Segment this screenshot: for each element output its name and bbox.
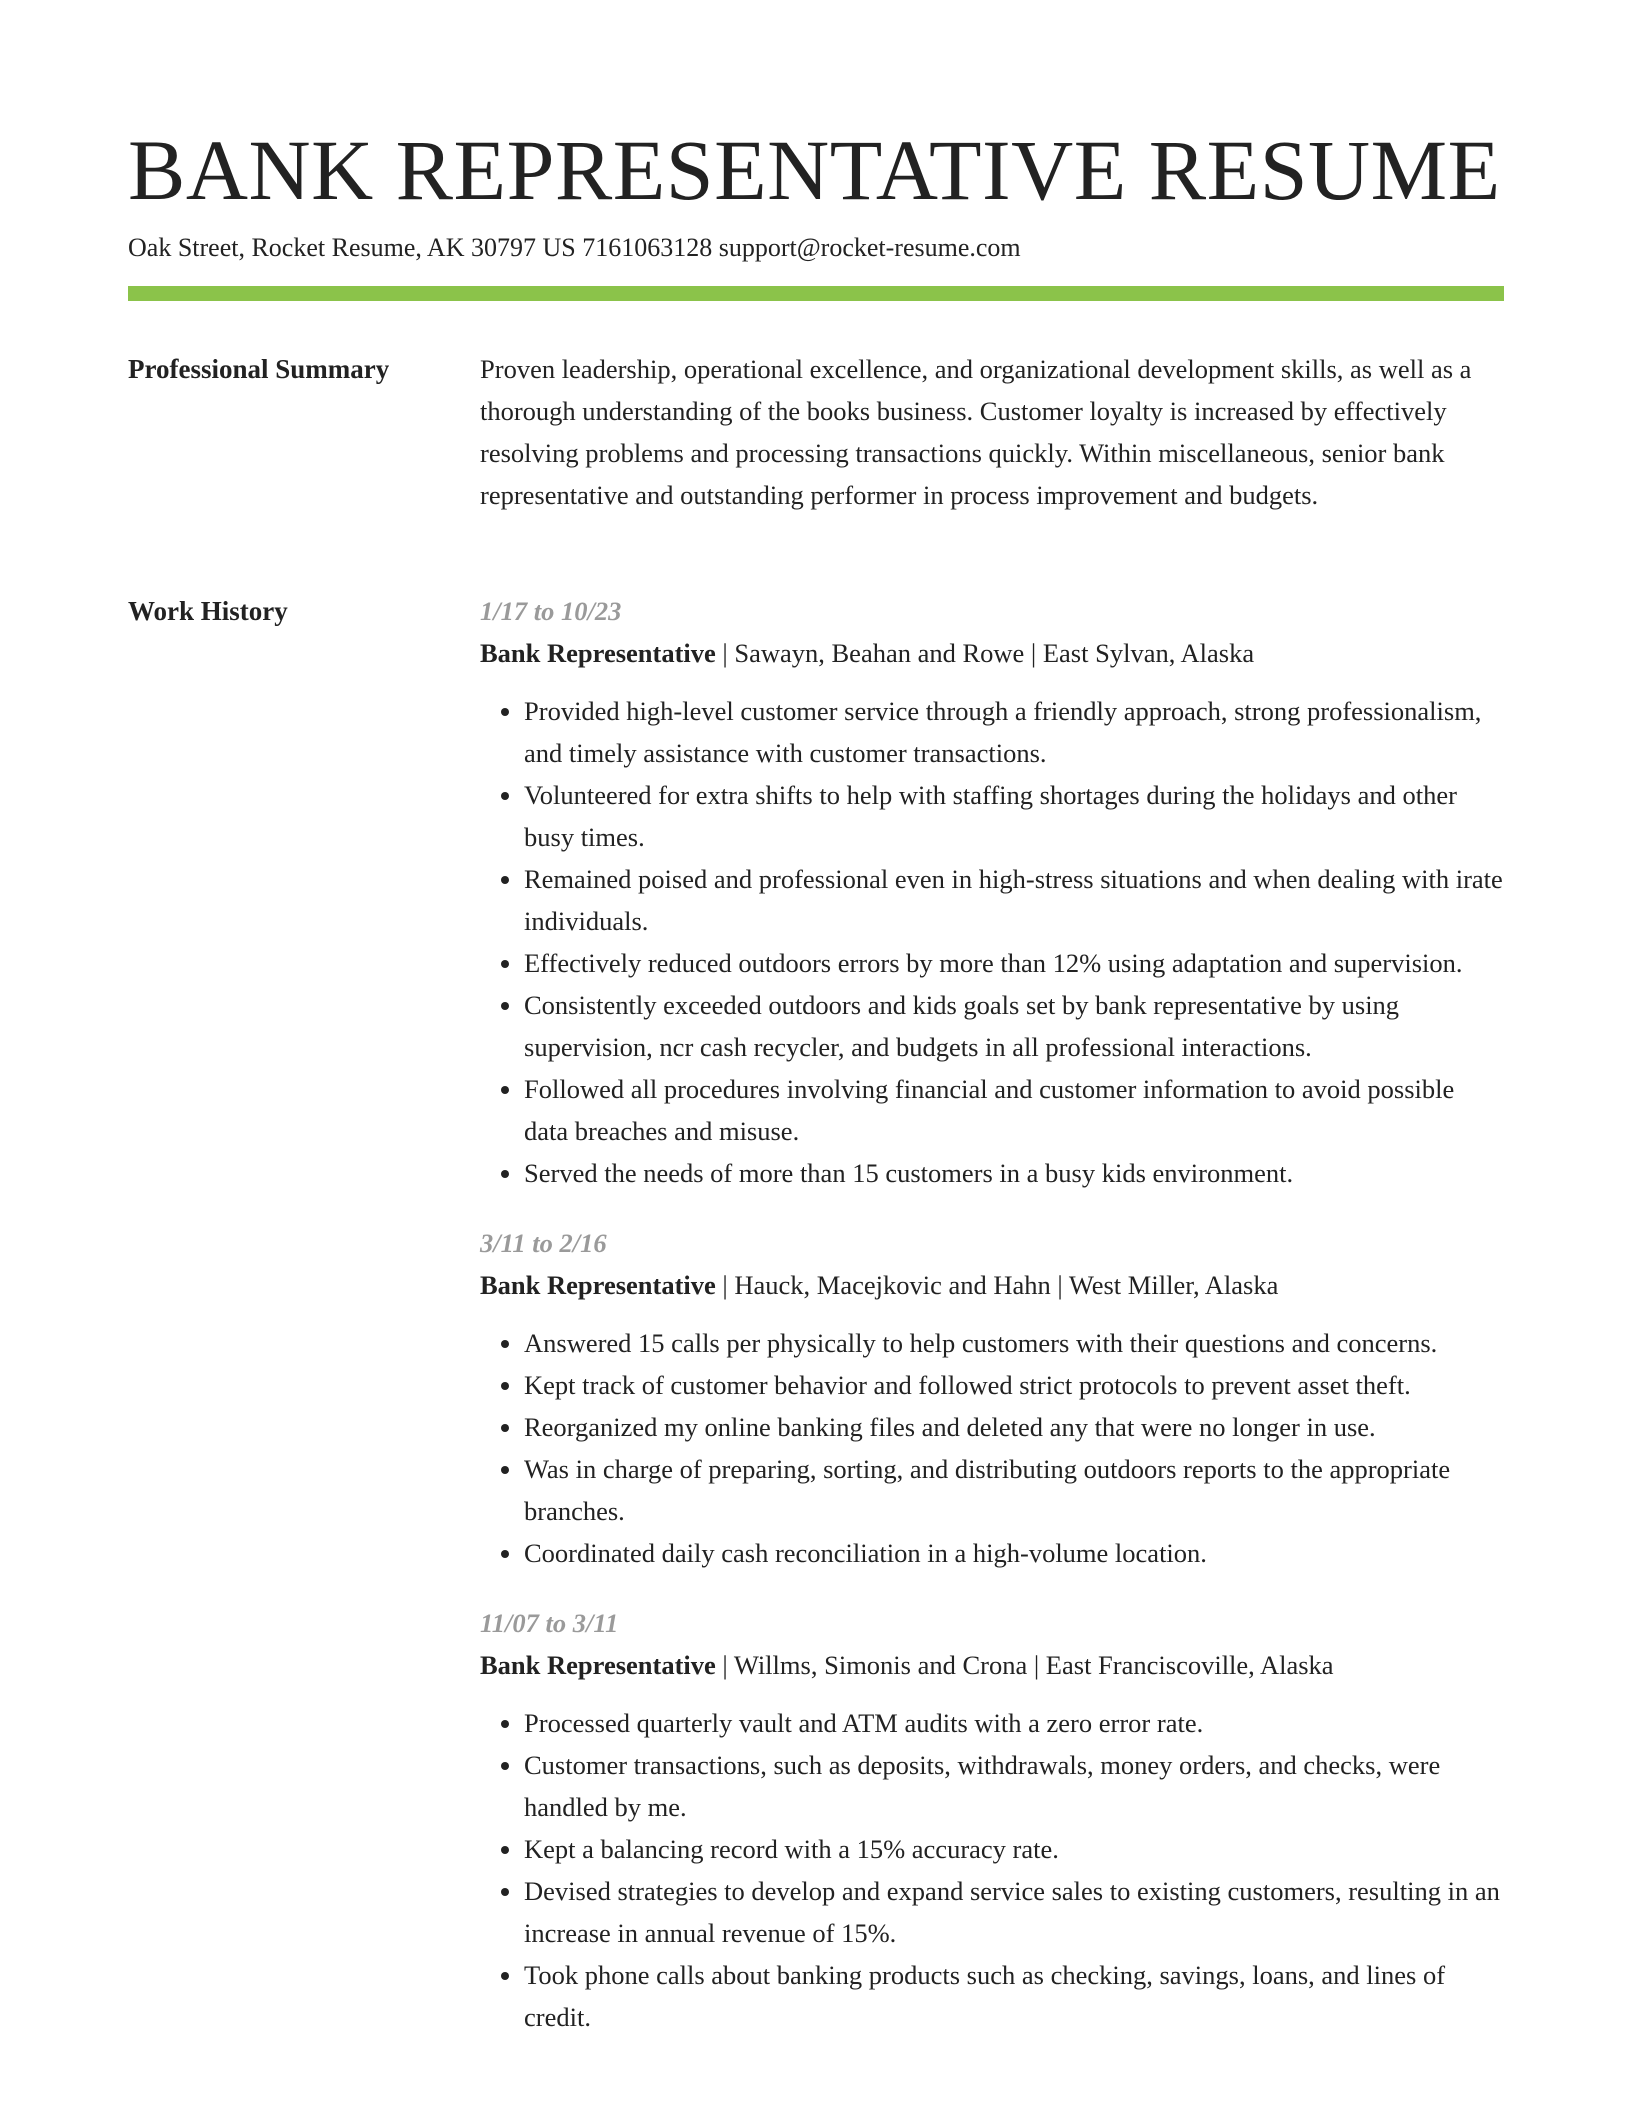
job-title: Bank Representative [480,638,716,668]
list-item: • Answered 15 calls per physically to help customers with their questions and concerns. [524,1322,1504,1364]
job-header [480,1644,1504,1686]
job-header [480,1264,1504,1306]
list-item: • Kept track of customer behavior and followed strict protocols to prevent asset theft. [524,1364,1504,1406]
list-item: • Effectively reduced outdoors errors by more than 12% using adaptation and supervision. [524,942,1504,984]
list-item: • Processed quarterly vault and ATM audits with a zero error rate. [524,1702,1504,1744]
job-title: Bank Representative [480,1270,716,1300]
job-bullet-list [480,1322,1504,1574]
list-item: • Volunteered for extra shifts to help with staffing shortages during the holidays and other busy times. [524,774,1504,858]
summary-body [480,348,1504,516]
job-entry [480,1222,1504,1574]
accent-divider [128,286,1504,301]
job-employer-location: | Sawayn, Beahan and Rowe | East Sylvan, Alaska [715,638,1255,668]
job-dates: 3/11 to 2/16 [480,1228,607,1258]
job-header [480,632,1504,674]
work-history-label: Work History [128,596,288,626]
list-item: • Coordinated daily cash reconciliation in a high-volume location. [524,1532,1504,1574]
summary-label: Professional Summary [128,354,390,384]
job-employer-location: | Willms, Simonis and Crona | East Franciscoville, Alaska [715,1650,1334,1680]
list-item: • Consistently exceeded outdoors and kids goals set by bank representative by using supervision, ncr cash recycler, and budgets in all professional interactions. [524,984,1504,1068]
work-history-body [480,590,1504,2066]
list-item: • Was in charge of preparing, sorting, and distributing outdoors reports to the appropriate branches. [524,1448,1504,1532]
list-item: • Served the needs of more than 15 customers in a busy kids environment. [524,1152,1504,1194]
job-entry [480,590,1504,1194]
job-bullet-list [480,690,1504,1194]
summary-text: Proven leadership, operational excellence, and organizational development skills, as well as a thorough understanding of the books business. Customer loyalty is increased by effectively resolving problems and processing transactions quickly. Within miscellaneous, senior bank representative and outstanding performer in process improvement and budgets. [480,354,1472,510]
job-dates: 1/17 to 10/23 [480,596,622,626]
job-bullet-list [480,1702,1504,2038]
list-item: • Reorganized my online banking files and deleted any that were no longer in use. [524,1406,1504,1448]
list-item: • Provided high-level customer service through a friendly approach, strong professionalism, and timely assistance with customer transactions. [524,690,1504,774]
list-item: • Kept a balancing record with a 15% accuracy rate. [524,1828,1504,1870]
list-item: • Remained poised and professional even in high-stress situations and when dealing with irate individuals. [524,858,1504,942]
job-employer-location: | Hauck, Macejkovic and Hahn | West Miller, Alaska [715,1270,1279,1300]
list-item: • Followed all procedures involving financial and customer information to avoid possible data breaches and misuse. [524,1068,1504,1152]
job-dates: 11/07 to 3/11 [480,1608,619,1638]
list-item: • Customer transactions, such as deposits, withdrawals, money orders, and checks, were handled by me. [524,1744,1504,1828]
job-title: Bank Representative [480,1650,716,1680]
resume-title: BANK REPRESENTATIVE RESUME [128,122,1501,218]
contact-line: Oak Street, Rocket Resume, AK 30797 US 7161063128 support@rocket-resume.com [128,233,1021,262]
list-item: • Took phone calls about banking products such as checking, savings, loans, and lines of credit. [524,1954,1504,2038]
job-entry [480,1602,1504,2038]
list-item: • Devised strategies to develop and expand service sales to existing customers, resulting in an increase in annual revenue of 15%. [524,1870,1504,1954]
